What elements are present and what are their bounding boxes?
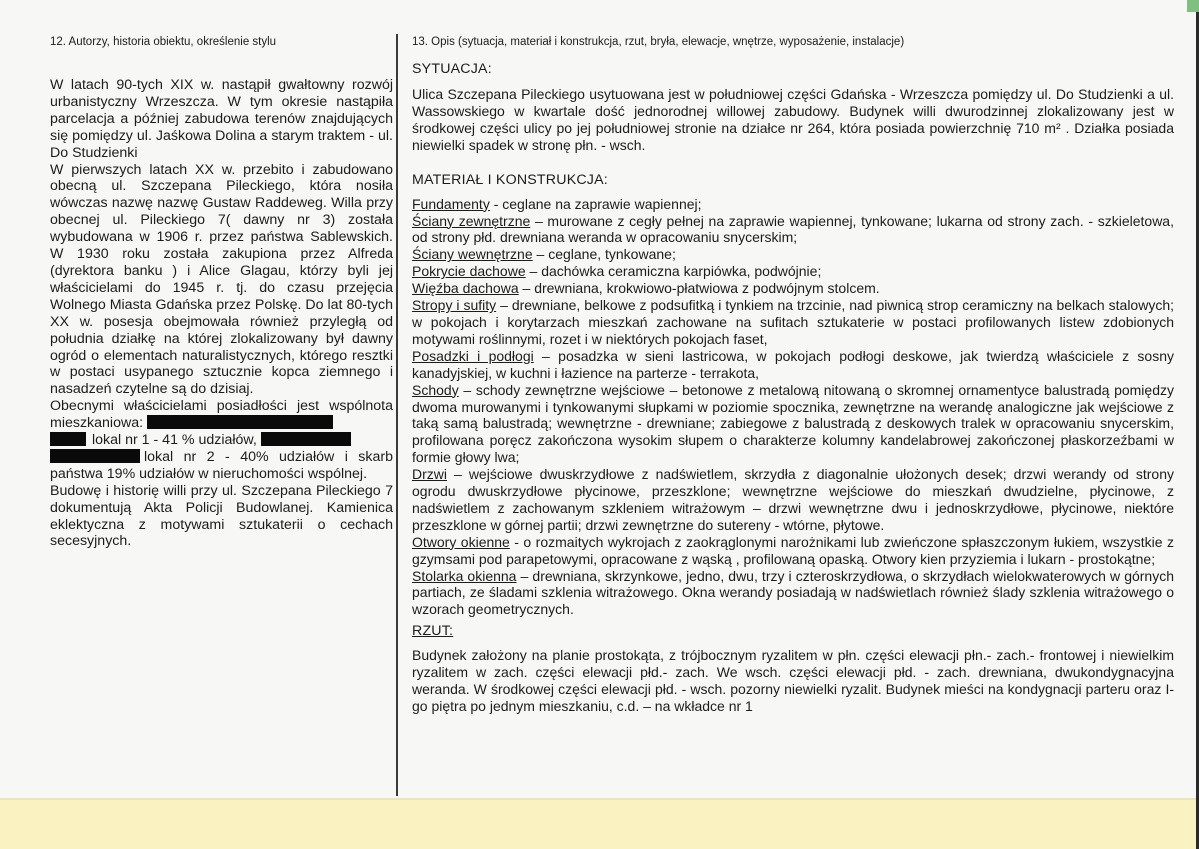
material-term: Fundamenty [412,195,490,212]
material-desc: - ceglane na zaprawie wapiennej; [489,195,702,212]
description-header: 13. Opis (sytuacja, materiał i konstrukcja, rzut, bryła, elewacje, wnętrze, wyposażenie, instalacje) [412,36,905,48]
description-column [412,34,1174,715]
material-item [412,568,1174,619]
material-list [412,196,1174,619]
redaction-bar [50,432,86,446]
material-desc: – posadzka w sieni lastricowa, w pokojach podłogi deskowe, jak twierdzą właściciele z sosny kanadyjskiej, w kuchni i łazience na parterze - terrakota, [412,347,1174,381]
owners-lokal1 [50,432,393,449]
material-term: Posadzki i podłogi [412,347,534,364]
material-item [412,348,1174,382]
material-term: Stolarka okienna [412,567,517,584]
history-column [50,34,393,550]
rzut-text: Budynek założony na planie prostokąta, z trójbocznym ryzalitem w płn. części elewacji płn.- zach.- frontowej i niewielkim ryzalitem w zach. części elewacji płd.- zach. We wsch. części elewacji płd. - zach. drewniana, dwukondygnacyjna weranda. W środkowej części elewacji płd. - wsch. pozorny niewielki ryzalit. Budynek mieści na kondygnacji parteru oraz I-go piętra po jednym mieszkaniu, c.d. – na wkładce nr 1 [412,647,1174,714]
material-term: Pokrycie dachowe [412,263,526,280]
history-paragraph: W pierwszych latach XX w. przebito i zabudowano obecną ul. Szczepana Pileckiego, która nosiła wówczas nazwę nazwę Gustaw Raddeweg. Willa przy obecnej ul. Pileckiego 7( dawny nr 3) została wybudowana w 1906 r. przez państwa Sablewskich. W 1930 roku została zakupiona przez Alfreda (dyrektora banku ) i Alice Glagau, którzy byli jej właścicielami do 1945 r. tj. do czasu przejęcia Wolnego Miasta Gdańska przez Polskę. Do lat 80-tych XX w. posesja obejmowała również przyległą od południa działkę na której zlokalizowany był dawny ogród o elementach naturalistycznych, którego resztki w postaci usypanego sztucznie kopca ziemnego i nasadzeń czytelne są do dzisiaj. [50,161,393,398]
material-desc: – wejściowe dwuskrzydłowe z nadświetlem, skrzydła z diagonalnie ułożonych desek; drzwi werandy od strony ogrodu dwuskrzydłowe płycinowe, przeszklone; wewnętrzne wejściowe do mieszkań dwudzielne, płycinowe, z nadświetlem z zachowanym szkleniem witrażowym – drzwi wewnętrzne dwu i jednoskrzydłowe, płycinowe, niektóre przeszklone w górnej partii; drzwi zewnętrzne do sutereny - wtórne, płytowe. [412,466,1174,533]
material-term: Stropy i sufity [412,297,497,314]
rzut-title: RZUT: [412,623,454,640]
material-item [412,213,1174,247]
material-item [412,246,1174,263]
lokal1-text: lokal nr 1 - 41 % udziałów, [92,432,257,449]
material-desc: – drewniane, belkowe z podsufitką i tynkiem na trzcinie, nad piwnicą strop ceramiczny na belkach stalowych; w pokojach i korytarzach mieszkań zachowane na sufitach sztukaterie w postaci profilowanych listew zdobionych motywami roślinnymi, rozet i w niektórych pokojach faset, [412,297,1174,347]
owners-lokal2 [50,449,393,483]
closing-paragraph: Budowę i historię willi przy ul. Szczepana Pileckiego 7 dokumentują Akta Policji Budowlanej. Kamienica eklektyczna z motywami sztukaterii o cechach secesyjnych. [50,482,393,550]
material-term: Ściany wewnętrzne [412,246,533,263]
material-term: Schody [412,381,459,398]
material-item [412,263,1174,280]
history-paragraph: W latach 90-tych XIX w. nastąpił gwałtowny rozwój urbanistyczny Wrzeszcza. W tym okresie nastąpiła parcelacja a później zabudowa terenów znajdujących się pomiędzy ul. Jaśkowa Dolina a starym traktem - ul. Do Studzienki [50,77,393,161]
material-item [412,466,1174,534]
redaction-bar [50,449,140,463]
material-desc: – dachówka ceramiczna karpiówka, podwójnie; [525,263,822,280]
sytuacja-title: SYTUACJA: [412,61,492,77]
material-desc: – drewniana, krokwiowo-płatwiowa z podwójnym stolcem. [518,280,880,297]
material-term: Więźba dachowa [412,280,519,297]
lokal2-text: lokal nr 2 - 40% udziałów i skarb państwa 19% udziałów w nieruchomości wspólnej. [50,448,393,482]
scan-corner-mark [1187,0,1199,12]
redaction-bar [147,415,333,429]
material-desc: - o rozmaitych wykrojach z zaokrąglonymi narożnikami lub zwieńczone spłaszczonym łukiem, wszystkie z gzymsami pod parapetowymi, opracowane z wąską , profilowaną opaską. Otwory kien przyziemia i lukarn - prostokątne; [412,533,1174,567]
material-title: MATERIAŁ I KONSTRUKCJA: [412,171,608,188]
scan-yellow-strip [0,800,1199,849]
material-item [412,382,1174,467]
material-item [412,534,1174,568]
material-desc: – ceglane, tynkowane; [532,246,676,263]
redaction-bar [261,432,351,446]
material-term: Ściany zewnętrzne [412,212,531,229]
material-item [412,196,1174,213]
material-item [412,280,1174,297]
material-desc: – drewniana, skrzynkowe, jedno, dwu, trzy i czteroskrzydłowa, o skrzydłach wielokwaterowych w górnych partiach, ze śladami szklenia witrażowego. Okna werandy posiadają w nadświetlach również ślady szklenia witrażowego o wzorach geometrycznych. [412,567,1174,618]
history-body [50,77,393,550]
material-item [412,297,1174,348]
material-term: Drzwi [412,466,447,483]
material-desc: – murowane z cegły pełnej na zaprawie wapiennej, tynkowane; lukarna od strony zach. - szkieletowa, od strony płd. drewniana weranda w opracowaniu snycerskim; [412,212,1174,246]
sytuacja-text: Ulica Szczepana Pileckiego usytuowana jest w południowej części Gdańska - Wrzeszcza pomiędzy ul. Do Studzienki a ul. Wassowskiego w kwartale dość jednorodnej willowej zabudowy. Budynek willi dwurodzinnej zlokalizowany jest w środkowej części ulicy po jej południowej stronie na działce nr 264, która posiada powierzchnię 710 m² . Działka posiada niewielki spadek w stronę płn. - wsch. [412,86,1174,153]
column-divider [396,34,398,796]
owners-intro: Obecnymi właścicielami posiadłości jest wspólnota mieszkaniowa: [50,398,393,432]
owners-paragraph [50,398,393,432]
material-term: Otwory okienne [412,533,510,550]
history-header: 12. Autorzy, historia obiektu, określenie stylu [50,36,277,48]
material-desc: – schody zewnętrzne wejściowe – betonowe z metalową nitowaną o skromnej ornamentyce balustradą pomiędzy dwoma murowanymi i tynkowanymi słupkami w poziomie spocznika, zewnętrzne na werandę analogiczne jak wejściowe z taką samą balustradą; wewnętrzne - drewniane; zabiegowe z balustradą z deskowych tralek w opracowaniu snycerskim, profilowana poręcz zakończona wysokim słupem o charakterze kolumny kandelabrowej zakończonej płaskorzeźbami w formie głowy lwa; [412,381,1174,466]
